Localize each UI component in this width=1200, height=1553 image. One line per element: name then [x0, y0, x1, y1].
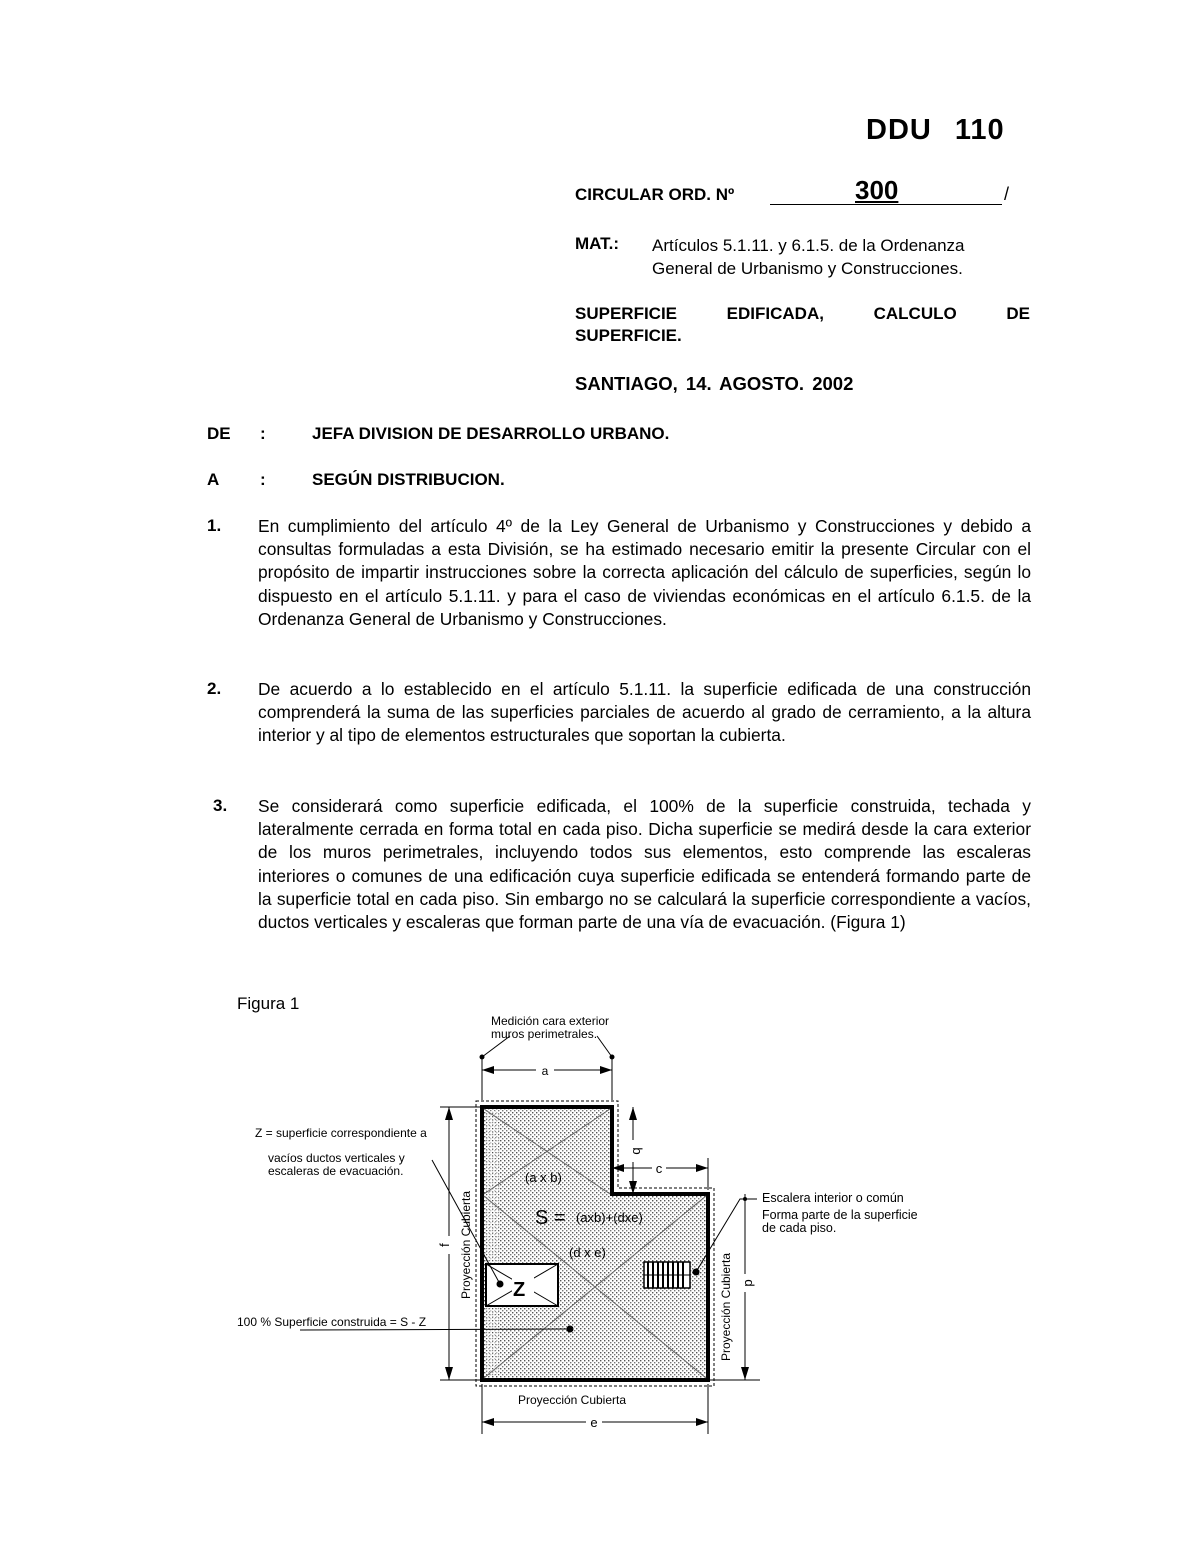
paragraph-text: En cumplimiento del artículo 4º de la Ley General de Urbanismo y Construcciones y debido a consultas formuladas a esta División, se ha estimado necesario emitir la presente Circular con el propósito de impartir instrucciones sobre la correcta aplicación del cálculo de superficies, según lo dispuesto en el artículo 5.1.11. y para el caso de viviendas económicas en el artículo 6.1.5. de la Ordenanza General de Urbanismo y Construcciones. [258, 516, 1031, 629]
dim-b-label: b [630, 1147, 645, 1155]
circular-label: CIRCULAR ORD. Nº [575, 185, 735, 204]
circular-suffix: / [1004, 184, 1010, 204]
measurement-note-line-2: muros perimetrales. [491, 1027, 598, 1041]
dxe-label: (d x e) [569, 1245, 606, 1260]
dim-f-label: f [437, 1243, 452, 1247]
staircase-icon [644, 1262, 690, 1288]
roof-projection-right: Proyección Cubierta [719, 1252, 733, 1362]
roof-projection-left: Proyección Cubierta [459, 1190, 473, 1300]
dim-a-label: a [541, 1064, 549, 1078]
void-z-label: Z [513, 1279, 526, 1301]
measurement-leader [597, 1036, 612, 1057]
staircase-note-line-3: de cada piso. [762, 1221, 837, 1235]
building-outline [482, 1107, 708, 1380]
to-value: SEGÚN DISTRIBUCION. [312, 470, 505, 489]
left-band [486, 1111, 500, 1376]
staircase-note-line-1: Escalera interior o común [762, 1191, 904, 1205]
void-note-line-2: vacíos ductos verticales y [268, 1151, 405, 1165]
roof-projection-bottom: Proyección Cubierta [517, 1393, 627, 1407]
mat-line-1: Artículos 5.1.11. y 6.1.5. de la Ordenanza [652, 236, 965, 255]
formula-terms: (axb)+(dxe) [576, 1210, 643, 1225]
to-label: A [207, 470, 220, 489]
void-note-line-1: Z = superficie correspondiente a [255, 1126, 427, 1140]
mat-line-2: General de Urbanismo y Construcciones. [652, 259, 963, 278]
void-note-line-3: escaleras de evacuación. [268, 1164, 404, 1178]
place-date: SANTIAGO, 14. AGOSTO. 2002 [575, 373, 854, 394]
from-value: JEFA DIVISION DE DESARROLLO URBANO. [312, 424, 670, 443]
paragraph-number: 3. [213, 796, 228, 815]
paragraph-number: 1. [207, 516, 222, 535]
axb-label: (a x b) [525, 1170, 562, 1185]
dim-c-label: c [655, 1161, 663, 1176]
dim-e-label: e [590, 1415, 598, 1430]
formula-s: S = [535, 1207, 566, 1229]
staircase-note-line-2: Forma parte de la superficie [762, 1208, 918, 1222]
paragraph-number: 2. [207, 679, 222, 698]
built-area-note: 100 % Superficie construida = S - Z [237, 1315, 427, 1329]
document-code: DDU 110 [866, 114, 1005, 146]
from-label: DE [207, 424, 231, 443]
circular-number: 300 [855, 175, 899, 205]
to-separator: : [260, 470, 266, 489]
subject-line-2: SUPERFICIE. [575, 326, 682, 345]
paragraph-text: Se considerará como superficie edificada, el 100% de la superficie construida, techada y lateralmente cerrada en forma total en cada piso. Dicha superficie se medirá desde la cara exterior de los muros perimetrales, incluyendo todos sus elementos, esto comprende las escaleras interiores o comunes de una edificación cuya superficie edificada se entenderá formando parte de la superficie total en cada piso. Sin embargo no se calculará la superficie correspondiente a vacíos, ductos verticales y escaleras que forman parte de una vía de evacuación. (Figura 1) [258, 796, 1031, 933]
dim-d-label: d [742, 1279, 757, 1287]
figure-caption: Figura 1 [237, 994, 300, 1013]
from-separator: : [260, 424, 266, 443]
subject-line-1: SUPERFICIE EDIFICADA, CALCULO DE [575, 304, 1030, 323]
paragraph-text: De acuerdo a lo establecido en el artículo 5.1.11. la superficie edificada de una construcción comprenderá la suma de las superficies parciales de acuerdo al grado de cerramiento, a la altura interior y al tipo de elementos estructurales que soportan la cubierta. [258, 679, 1031, 746]
mat-label: MAT.: [575, 234, 620, 253]
measurement-note-line-1: Medición cara exterior [491, 1014, 610, 1028]
